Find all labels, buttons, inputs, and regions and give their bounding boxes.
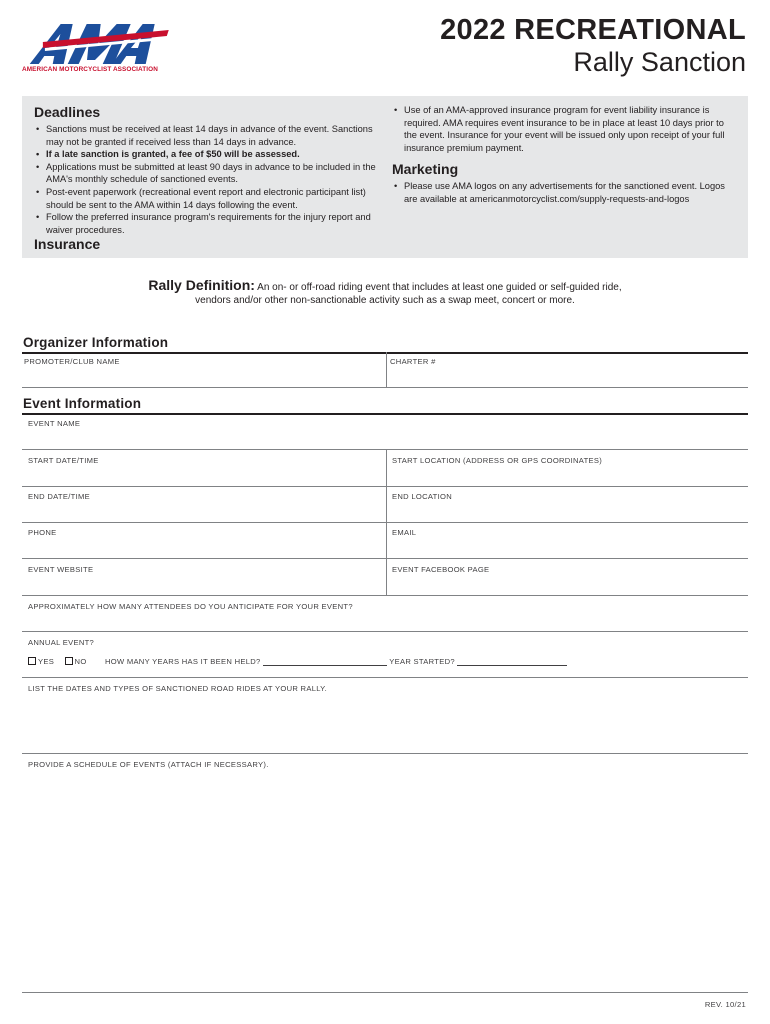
end-location-field[interactable]: END LOCATION (392, 492, 452, 501)
charter-field[interactable]: CHARTER # (390, 357, 436, 366)
deadlines-heading: Deadlines (34, 104, 101, 120)
page-subtitle: Rally Sanction (573, 47, 746, 77)
rally-definition-text: An on- or off-road riding event that includes at least one guided or self-guided ride, (254, 282, 622, 293)
info-right-column (392, 104, 737, 206)
insurance-item: • Use of an AMA-approved insurance program for event liability insurance is required. AMA requires event insurance to be in place at least 10 days prior to the event. Insurance for your event will be issued only upon receipt of your full insurance premium payment. (392, 104, 737, 154)
annual-event-row (28, 657, 567, 666)
marketing-heading: Marketing (392, 161, 459, 178)
insurance-list (392, 104, 737, 154)
schedule-field[interactable]: PROVIDE A SCHEDULE OF EVENTS (ATTACH IF NECESSARY). (28, 760, 269, 769)
divider (22, 631, 748, 632)
rally-definition-text-2: vendors and/or other non-sanctionable activity such as a swap meet, concert or more. (195, 295, 575, 306)
years-held-label: HOW MANY YEARS HAS IT BEEN HELD? (104, 657, 261, 666)
attendees-field[interactable]: APPROXIMATELY HOW MANY ATTENDEES DO YOU ANTICIPATE FOR YOUR EVENT? (28, 602, 353, 611)
info-panel (22, 96, 748, 258)
deadline-item: • Post-event paperwork (recreational event report and electronic participant list) should be sent to the AMA within 14 days following the event. (34, 186, 379, 211)
no-label: NO (74, 657, 87, 666)
no-checkbox[interactable] (65, 657, 73, 665)
divider (22, 413, 748, 415)
deadline-item: • Applications must be submitted at least 90 days in advance to be included in the AMA's monthly schedule of sanctioned events. (34, 161, 379, 186)
end-date-field[interactable]: END DATE/TIME (28, 492, 90, 501)
divider (22, 522, 748, 523)
years-held-input[interactable] (263, 665, 387, 666)
divider (22, 753, 748, 754)
rally-definition (22, 279, 748, 307)
promoter-field[interactable]: PROMOTER/CLUB NAME (24, 357, 120, 366)
divider (22, 992, 748, 993)
deadline-item: • Sanctions must be received at least 14 days in advance of the event. Sanctions may not be granted if received less than 14 days in advance. (34, 123, 379, 148)
info-left-column (34, 104, 379, 252)
deadline-item: • If a late sanction is granted, a fee of $50 will be assessed. (34, 148, 379, 161)
deadline-item: • Follow the preferred insurance program's requirements for the injury report and waiver procedures. (34, 211, 379, 236)
facebook-field[interactable]: EVENT FACEBOOK PAGE (392, 565, 490, 574)
divider (22, 595, 748, 596)
website-field[interactable]: EVENT WEBSITE (28, 565, 94, 574)
divider (22, 387, 748, 388)
start-date-field[interactable]: START DATE/TIME (28, 456, 99, 465)
divider (22, 558, 748, 559)
phone-field[interactable]: PHONE (28, 528, 57, 537)
annual-event-label: ANNUAL EVENT? (28, 638, 95, 647)
email-field[interactable]: EMAIL (392, 528, 417, 537)
insurance-heading: Insurance (34, 236, 101, 253)
event-heading: Event Information (23, 396, 142, 411)
event-name-field[interactable]: EVENT NAME (28, 419, 81, 428)
page-title: 2022 RECREATIONAL (440, 14, 746, 46)
year-started-input[interactable] (457, 665, 567, 666)
yes-label: YES (38, 657, 55, 666)
revision-label: REV. 10/21 (704, 1000, 746, 1009)
deadlines-list (34, 123, 379, 236)
divider (22, 486, 748, 487)
divider (22, 449, 748, 450)
organizer-heading: Organizer Information (23, 335, 169, 350)
yes-checkbox[interactable] (28, 657, 36, 665)
divider (22, 352, 748, 354)
logo-tagline: AMERICAN MOTORCYCLIST ASSOCIATION (22, 66, 158, 73)
start-location-field[interactable]: START LOCATION (ADDRESS OR GPS COORDINATES) (392, 456, 603, 465)
year-started-label: YEAR STARTED? (389, 657, 455, 666)
divider (386, 352, 387, 387)
rally-definition-label: Rally Definition: (148, 277, 255, 293)
divider (22, 677, 748, 678)
road-rides-field[interactable]: LIST THE DATES AND TYPES OF SANCTIONED ROAD RIDES AT YOUR RALLY. (28, 684, 327, 693)
marketing-list (392, 180, 737, 205)
marketing-item: • Please use AMA logos on any advertisements for the sanctioned event. Logos are available at americanmotorcyclist.com/supply-requests-and-logos (392, 180, 737, 205)
